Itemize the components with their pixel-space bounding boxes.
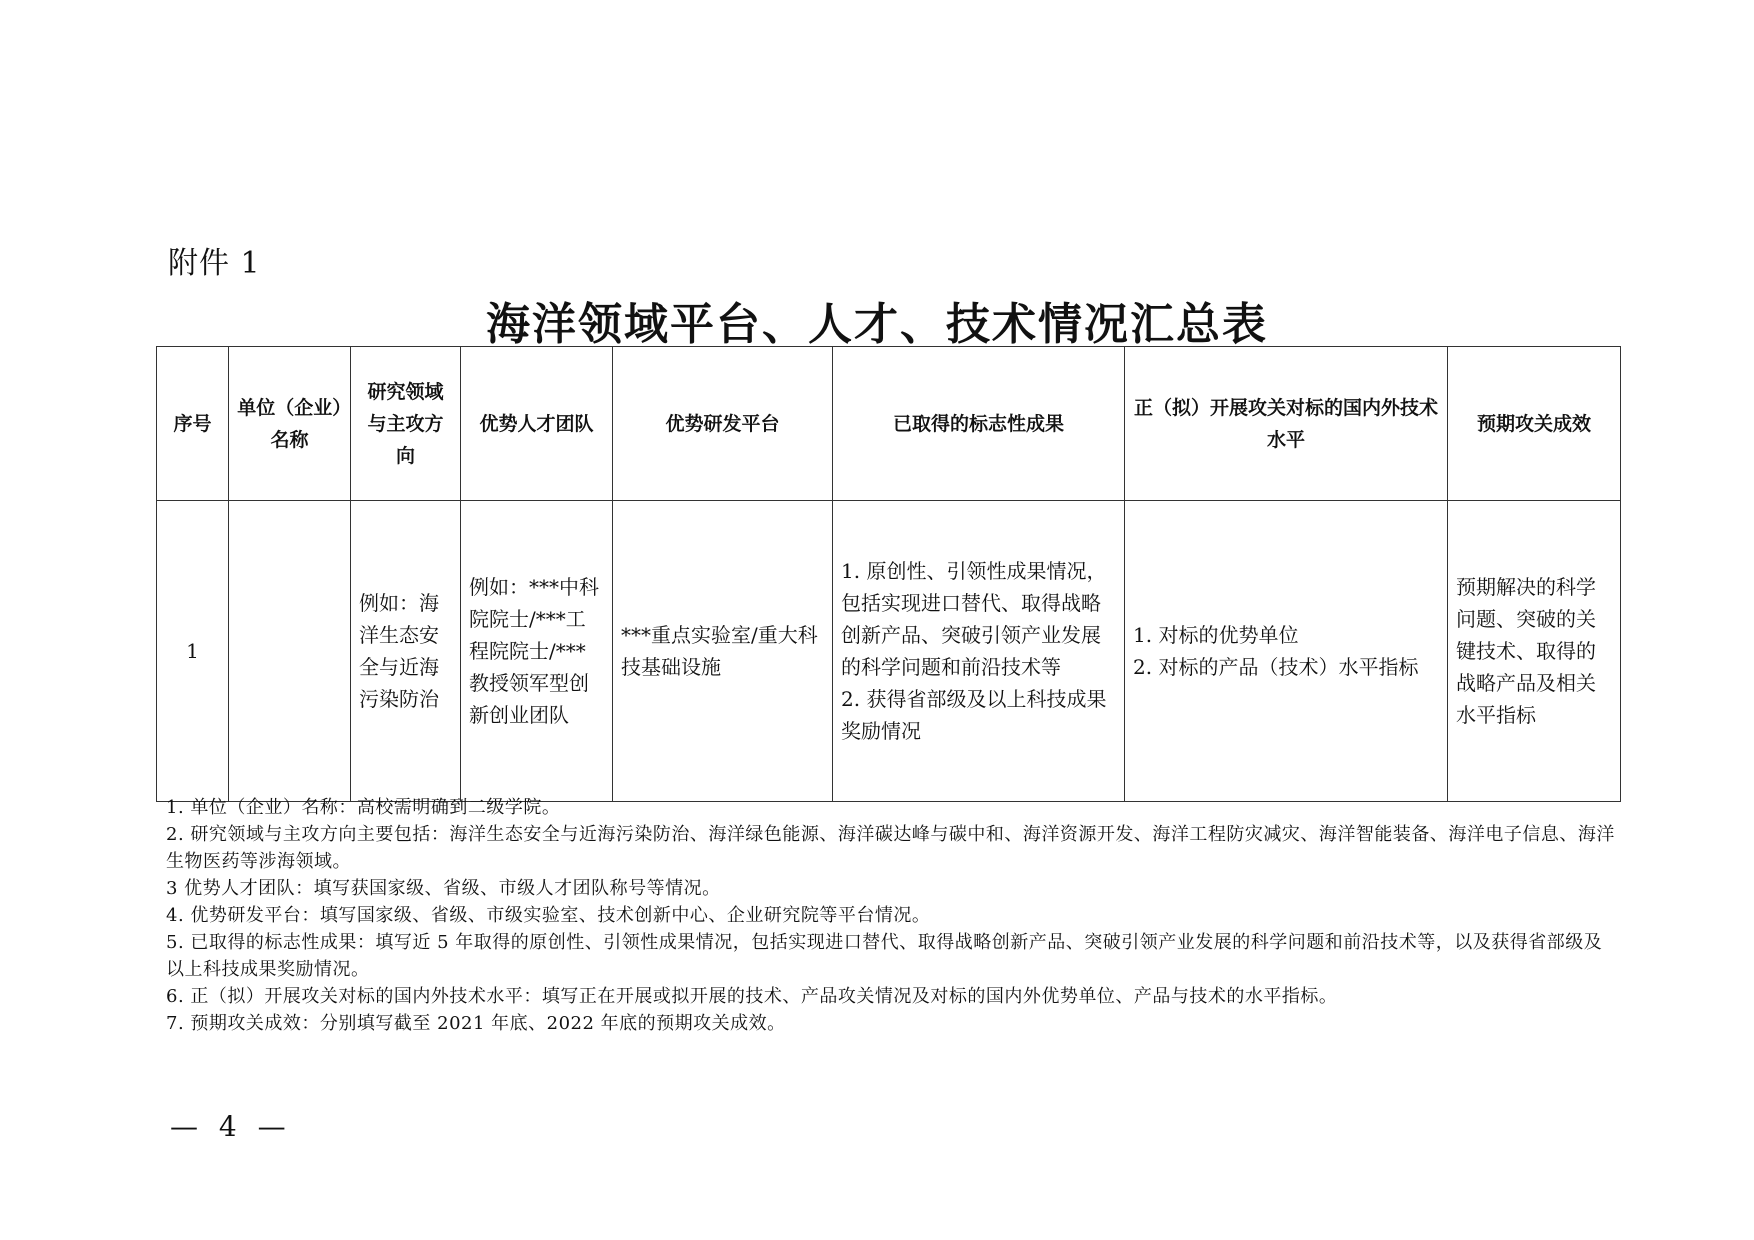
notes [166,794,1616,1037]
note-7: 7. 预期攻关成效：分别填写截至 2021 年底、2022 年底的预期攻关成效。 [166,1013,786,1034]
cell-achievement [833,501,1125,802]
header-unit: 单位（企业）名称 [229,347,351,501]
page-number: — 4 — [170,1110,292,1143]
cell-unit [229,501,351,802]
cell-benchmark [1125,501,1448,802]
cell-expected: 预期解决的科学问题、突破的关键技术、取得的战略产品及相关水平指标 [1448,501,1621,802]
table-row [157,501,1621,802]
note-3: 3 优势人才团队：填写获国家级、省级、市级人才团队称号等情况。 [166,878,721,899]
achievement-item-2: 2. 获得省部级及以上科技成果奖励情况 [841,687,1107,743]
header-benchmark: 正（拟）开展攻关对标的国内外技术水平 [1125,347,1448,501]
note-6: 6. 正（拟）开展攻关对标的国内外技术水平：填写正在开展或拟开展的技术、产品攻关情况及对标的国内外优势单位、产品与技术的水平指标。 [166,986,1338,1007]
header-field: 研究领域与主攻方向 [351,347,461,501]
header-platform: 优势研发平台 [613,347,833,501]
note-1: 1. 单位（企业）名称：高校需明确到二级学院。 [166,797,561,818]
note-5: 5. 已取得的标志性成果：填写近 5 年取得的原创性、引领性成果情况，包括实现进口替代、取得战略创新产品、突破引领产业发展的科学问题和前沿技术等，以及获得省部级及以上科技成果奖励情况。 [166,932,1603,980]
cell-platform: ***重点实验室/重大科技基础设施 [613,501,833,802]
benchmark-item-1: 1. 对标的优势单位 [1133,623,1299,647]
header-achievement: 已取得的标志性成果 [833,347,1125,501]
note-4: 4. 优势研发平台：填写国家级、省级、市级实验室、技术创新中心、企业研究院等平台情况。 [166,905,931,926]
document-title: 海洋领域平台、人才、技术情况汇总表 [486,299,1268,350]
header-expected: 预期攻关成效 [1448,347,1621,501]
summary-table [156,346,1621,802]
cell-index: 1 [157,501,229,802]
attachment-label: 附件 1 [168,246,261,281]
note-2: 2. 研究领域与主攻方向主要包括：海洋生态安全与近海污染防治、海洋绿色能源、海洋碳达峰与碳中和、海洋资源开发、海洋工程防灾减灾、海洋智能装备、海洋电子信息、海洋生物医药等涉海领域。 [166,824,1615,872]
cell-field: 例如：海洋生态安全与近海污染防治 [351,501,461,802]
cell-team: 例如：***中科院院士/***工程院院士/***教授领军型创新创业团队 [461,501,613,802]
table-header-row [157,347,1621,501]
benchmark-item-2: 2. 对标的产品（技术）水平指标 [1133,655,1419,679]
header-team: 优势人才团队 [461,347,613,501]
header-index: 序号 [157,347,229,501]
achievement-item-1: 1. 原创性、引领性成果情况，包括实现进口替代、取得战略创新产品、突破引领产业发展的科学问题和前沿技术等 [841,559,1107,679]
